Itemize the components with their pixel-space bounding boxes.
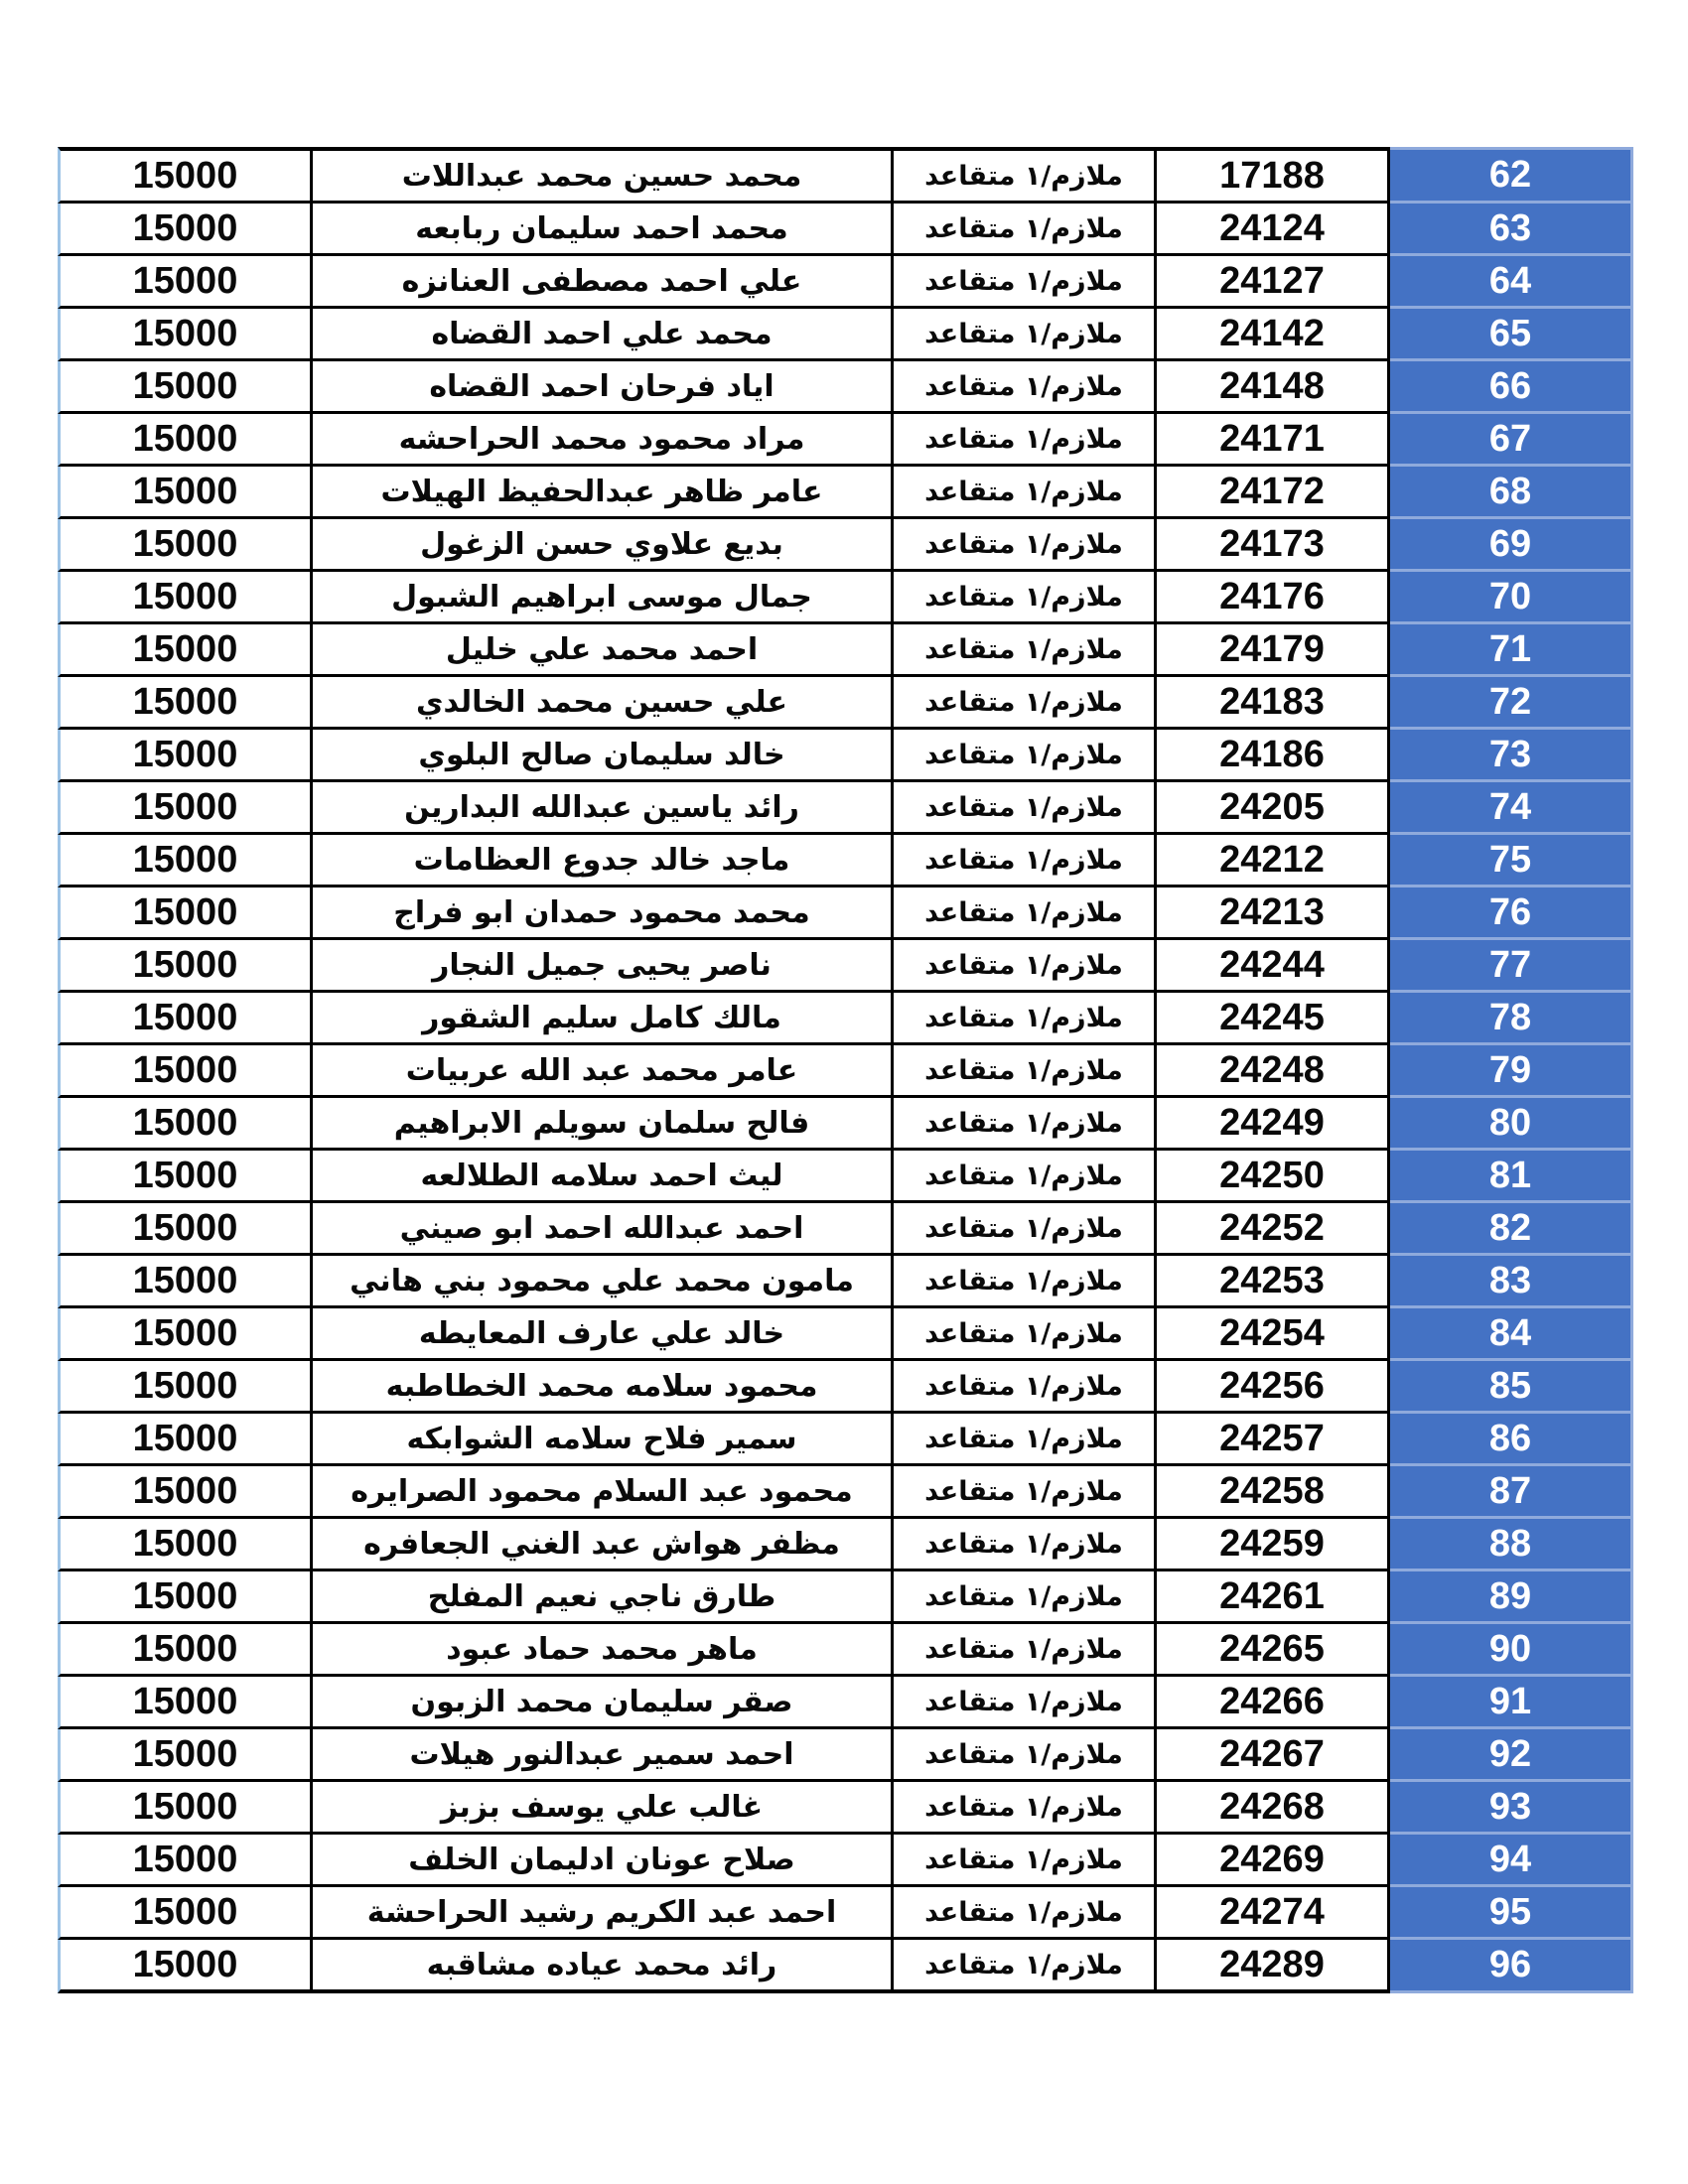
rank-cell: ملازم/١ متقاعد [894,1887,1157,1940]
amount-cell: 15000 [58,782,313,835]
row-number-cell: 64 [1390,256,1633,309]
id-cell: 24244 [1157,940,1390,993]
id-cell: 24250 [1157,1151,1390,1203]
amount-cell: 15000 [58,1256,313,1308]
rank-cell: ملازم/١ متقاعد [894,309,1157,361]
amount-cell: 15000 [58,1098,313,1151]
row-number-cell: 71 [1390,624,1633,677]
id-cell: 24173 [1157,519,1390,572]
id-cell: 24269 [1157,1835,1390,1887]
table-row [58,1677,1633,1729]
table-row [58,572,1633,624]
amount-cell: 15000 [58,1519,313,1571]
table-row [58,147,1633,204]
id-cell: 24142 [1157,309,1390,361]
amount-cell: 15000 [58,993,313,1045]
rank-cell: ملازم/١ متقاعد [894,1940,1157,1993]
amount-cell: 15000 [58,835,313,887]
table-row [58,1782,1633,1835]
table-row [58,1519,1633,1571]
amount-cell: 15000 [58,1361,313,1414]
row-number-cell: 74 [1390,782,1633,835]
id-cell: 24261 [1157,1571,1390,1624]
rank-cell: ملازم/١ متقاعد [894,1729,1157,1782]
amount-cell: 15000 [58,519,313,572]
amount-cell: 15000 [58,361,313,414]
rank-cell: ملازم/١ متقاعد [894,887,1157,940]
amount-cell: 15000 [58,1308,313,1361]
name-cell: محمد محمود حمدان ابو فراج [313,887,894,940]
row-number-cell: 87 [1390,1466,1633,1519]
row-number-cell: 85 [1390,1361,1633,1414]
amount-cell: 15000 [58,677,313,730]
rank-cell: ملازم/١ متقاعد [894,519,1157,572]
name-cell: بديع علاوي حسن الزغول [313,519,894,572]
amount-cell: 15000 [58,624,313,677]
amount-cell: 15000 [58,1151,313,1203]
id-cell: 24245 [1157,993,1390,1045]
row-number-cell: 83 [1390,1256,1633,1308]
table-row [58,887,1633,940]
name-cell: صلاح عونان ادليمان الخلف [313,1835,894,1887]
name-cell: محمود سلامه محمد الخطاطبه [313,1361,894,1414]
row-number-cell: 86 [1390,1414,1633,1466]
name-cell: فالح سلمان سويلم الابراهيم [313,1098,894,1151]
rank-cell: ملازم/١ متقاعد [894,256,1157,309]
name-cell: مظفر هواش عبد الغني الجعافره [313,1519,894,1571]
row-number-cell: 77 [1390,940,1633,993]
name-cell: ماهر محمد حماد عبود [313,1624,894,1677]
rank-cell: ملازم/١ متقاعد [894,1835,1157,1887]
rank-cell: ملازم/١ متقاعد [894,414,1157,467]
id-cell: 24124 [1157,204,1390,256]
amount-cell: 15000 [58,1466,313,1519]
name-cell: احمد عبد الكريم رشيد الحراحشة [313,1887,894,1940]
row-number-cell: 72 [1390,677,1633,730]
row-number-cell: 76 [1390,887,1633,940]
name-cell: ماجد خالد جدوع العظامات [313,835,894,887]
name-cell: علي احمد مصطفى العنانزه [313,256,894,309]
row-number-cell: 93 [1390,1782,1633,1835]
rank-cell: ملازم/١ متقاعد [894,147,1157,204]
row-number-cell: 67 [1390,414,1633,467]
rank-cell: ملازم/١ متقاعد [894,624,1157,677]
id-cell: 24148 [1157,361,1390,414]
table-row [58,1308,1633,1361]
id-cell: 24256 [1157,1361,1390,1414]
row-number-cell: 75 [1390,835,1633,887]
amount-cell: 15000 [58,1624,313,1677]
amount-cell: 15000 [58,309,313,361]
row-number-cell: 66 [1390,361,1633,414]
rank-cell: ملازم/١ متقاعد [894,782,1157,835]
rank-cell: ملازم/١ متقاعد [894,1571,1157,1624]
rank-cell: ملازم/١ متقاعد [894,835,1157,887]
amount-cell: 15000 [58,940,313,993]
amount-cell: 15000 [58,1887,313,1940]
amount-cell: 15000 [58,256,313,309]
amount-cell: 15000 [58,1203,313,1256]
name-cell: عامر محمد عبد الله عربيات [313,1045,894,1098]
id-cell: 24252 [1157,1203,1390,1256]
name-cell: رائد محمد عياده مشاقبه [313,1940,894,1993]
name-cell: مامون محمد علي محمود بني هاني [313,1256,894,1308]
name-cell: محمود عبد السلام محمود الصرايره [313,1466,894,1519]
row-number-cell: 95 [1390,1887,1633,1940]
row-number-cell: 88 [1390,1519,1633,1571]
rank-cell: ملازم/١ متقاعد [894,1045,1157,1098]
amount-cell: 15000 [58,572,313,624]
rank-cell: ملازم/١ متقاعد [894,1308,1157,1361]
table-row [58,1466,1633,1519]
amount-cell: 15000 [58,147,313,204]
row-number-cell: 69 [1390,519,1633,572]
table-row [58,309,1633,361]
pension-table [58,147,1633,1993]
amount-cell: 15000 [58,1571,313,1624]
name-cell: صقر سليمان محمد الزبون [313,1677,894,1729]
amount-cell: 15000 [58,1045,313,1098]
name-cell: جمال موسى ابراهيم الشبول [313,572,894,624]
name-cell: خالد سليمان صالح البلوي [313,730,894,782]
table-row [58,361,1633,414]
rank-cell: ملازم/١ متقاعد [894,1203,1157,1256]
table-row [58,467,1633,519]
row-number-cell: 90 [1390,1624,1633,1677]
rank-cell: ملازم/١ متقاعد [894,993,1157,1045]
name-cell: ناصر يحيى جميل النجار [313,940,894,993]
rank-cell: ملازم/١ متقاعد [894,1098,1157,1151]
rank-cell: ملازم/١ متقاعد [894,467,1157,519]
amount-cell: 15000 [58,1414,313,1466]
table-row [58,1256,1633,1308]
name-cell: محمد احمد سليمان ربابعه [313,204,894,256]
rank-cell: ملازم/١ متقاعد [894,1624,1157,1677]
id-cell: 24176 [1157,572,1390,624]
table-row [58,782,1633,835]
table-row [58,1887,1633,1940]
table-row [58,1571,1633,1624]
table-row [58,1151,1633,1203]
name-cell: رائد ياسين عبدالله البدارين [313,782,894,835]
table-row [58,1098,1633,1151]
table-row [58,1624,1633,1677]
rank-cell: ملازم/١ متقاعد [894,361,1157,414]
id-cell: 24265 [1157,1624,1390,1677]
id-cell: 24266 [1157,1677,1390,1729]
row-number-cell: 81 [1390,1151,1633,1203]
row-number-cell: 80 [1390,1098,1633,1151]
rank-cell: ملازم/١ متقاعد [894,677,1157,730]
rank-cell: ملازم/١ متقاعد [894,1466,1157,1519]
row-number-cell: 62 [1390,147,1633,204]
id-cell: 24253 [1157,1256,1390,1308]
row-number-cell: 89 [1390,1571,1633,1624]
id-cell: 24289 [1157,1940,1390,1993]
amount-cell: 15000 [58,887,313,940]
table-row [58,519,1633,572]
row-number-cell: 70 [1390,572,1633,624]
row-number-cell: 92 [1390,1729,1633,1782]
table-row [58,677,1633,730]
table-row [58,1729,1633,1782]
rank-cell: ملازم/١ متقاعد [894,1414,1157,1466]
table-row [58,730,1633,782]
id-cell: 24254 [1157,1308,1390,1361]
name-cell: ليث احمد سلامه الطلالعه [313,1151,894,1203]
name-cell: احمد سمير عبدالنور هيلات [313,1729,894,1782]
id-cell: 24171 [1157,414,1390,467]
name-cell: مراد محمود محمد الحراحشه [313,414,894,467]
name-cell: مالك كامل سليم الشقور [313,993,894,1045]
rank-cell: ملازم/١ متقاعد [894,1361,1157,1414]
table-row [58,1045,1633,1098]
id-cell: 24212 [1157,835,1390,887]
table-row [58,256,1633,309]
table-row [58,1940,1633,1993]
table-row [58,1414,1633,1466]
id-cell: 24268 [1157,1782,1390,1835]
table-row [58,835,1633,887]
id-cell: 24127 [1157,256,1390,309]
id-cell: 24172 [1157,467,1390,519]
rank-cell: ملازم/١ متقاعد [894,572,1157,624]
name-cell: احمد عبدالله احمد ابو صيني [313,1203,894,1256]
row-number-cell: 84 [1390,1308,1633,1361]
table-row [58,624,1633,677]
name-cell: اياد فرحان احمد القضاه [313,361,894,414]
table-row [58,1203,1633,1256]
rank-cell: ملازم/١ متقاعد [894,730,1157,782]
id-cell: 24248 [1157,1045,1390,1098]
rank-cell: ملازم/١ متقاعد [894,1151,1157,1203]
id-cell: 24258 [1157,1466,1390,1519]
id-cell: 24259 [1157,1519,1390,1571]
row-number-cell: 94 [1390,1835,1633,1887]
id-cell: 24186 [1157,730,1390,782]
row-number-cell: 65 [1390,309,1633,361]
name-cell: محمد حسين محمد عبداللات [313,147,894,204]
table-row [58,1835,1633,1887]
id-cell: 24205 [1157,782,1390,835]
row-number-cell: 79 [1390,1045,1633,1098]
rank-cell: ملازم/١ متقاعد [894,1677,1157,1729]
name-cell: غالب علي يوسف بزبز [313,1782,894,1835]
id-cell: 24249 [1157,1098,1390,1151]
amount-cell: 15000 [58,1940,313,1993]
id-cell: 24274 [1157,1887,1390,1940]
amount-cell: 15000 [58,1835,313,1887]
amount-cell: 15000 [58,1677,313,1729]
name-cell: علي حسين محمد الخالدي [313,677,894,730]
id-cell: 24179 [1157,624,1390,677]
rank-cell: ملازم/١ متقاعد [894,1519,1157,1571]
id-cell: 17188 [1157,147,1390,204]
row-number-cell: 82 [1390,1203,1633,1256]
name-cell: عامر ظاهر عبدالحفيظ الهيلات [313,467,894,519]
row-number-cell: 63 [1390,204,1633,256]
table-row [58,1361,1633,1414]
amount-cell: 15000 [58,730,313,782]
row-number-cell: 91 [1390,1677,1633,1729]
id-cell: 24267 [1157,1729,1390,1782]
name-cell: سمير فلاح سلامه الشوابكه [313,1414,894,1466]
amount-cell: 15000 [58,204,313,256]
amount-cell: 15000 [58,467,313,519]
table-row [58,993,1633,1045]
rank-cell: ملازم/١ متقاعد [894,1256,1157,1308]
id-cell: 24183 [1157,677,1390,730]
amount-cell: 15000 [58,1782,313,1835]
amount-cell: 15000 [58,414,313,467]
name-cell: خالد علي عارف المعايطه [313,1308,894,1361]
rank-cell: ملازم/١ متقاعد [894,1782,1157,1835]
name-cell: محمد علي احمد القضاه [313,309,894,361]
row-number-cell: 96 [1390,1940,1633,1993]
id-cell: 24257 [1157,1414,1390,1466]
id-cell: 24213 [1157,887,1390,940]
row-number-cell: 73 [1390,730,1633,782]
rank-cell: ملازم/١ متقاعد [894,204,1157,256]
name-cell: طارق ناجي نعيم المفلح [313,1571,894,1624]
table-row [58,940,1633,993]
amount-cell: 15000 [58,1729,313,1782]
row-number-cell: 78 [1390,993,1633,1045]
name-cell: احمد محمد علي خليل [313,624,894,677]
table-row [58,414,1633,467]
table-row [58,204,1633,256]
rank-cell: ملازم/١ متقاعد [894,940,1157,993]
row-number-cell: 68 [1390,467,1633,519]
